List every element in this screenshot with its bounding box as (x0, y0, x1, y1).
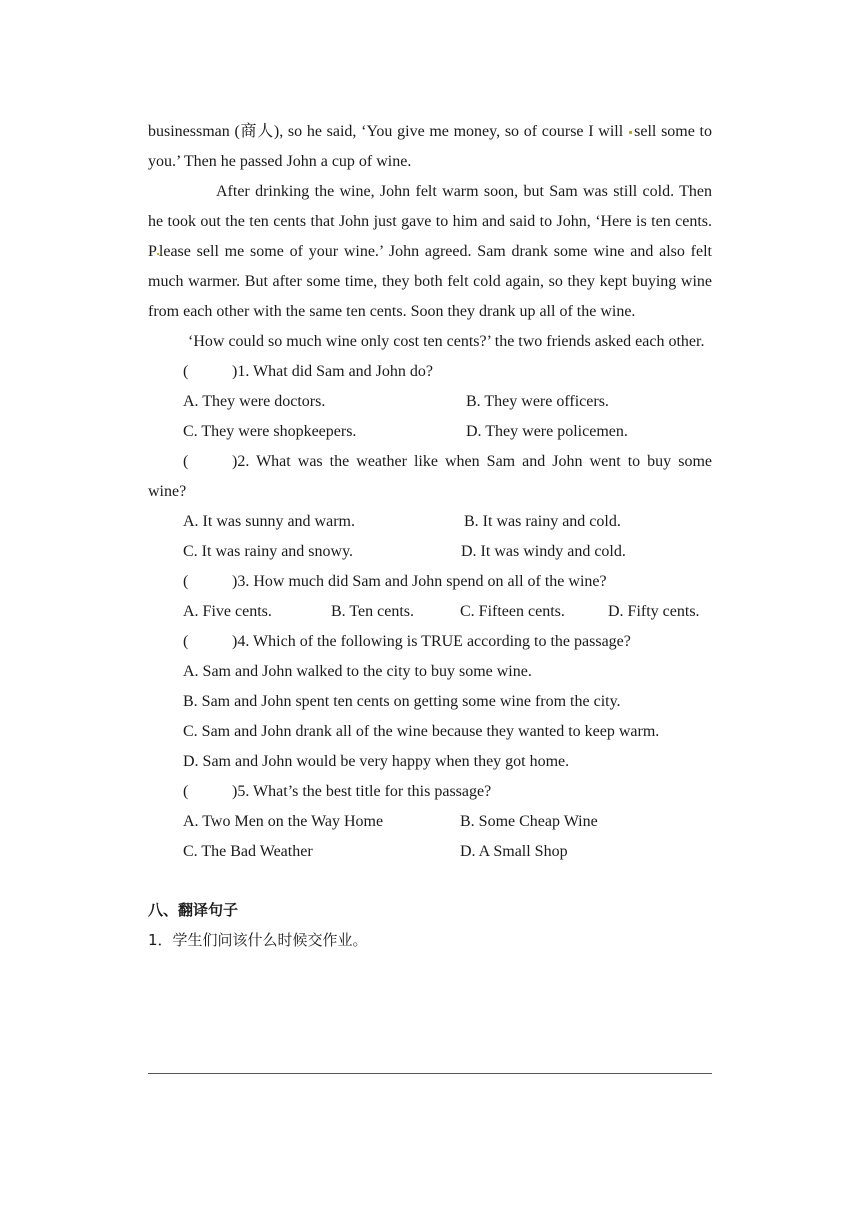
option-b: B. Sam and John spent ten cents on getting some wine from the city. (183, 693, 621, 710)
option-c: C. The Bad Weather (183, 843, 313, 860)
question-2-stem (148, 447, 712, 507)
question-5-stem (183, 777, 712, 807)
paragraph-1 (148, 117, 712, 177)
question-1-options-row-1 (183, 387, 712, 417)
option-b: B. Ten cents. (331, 603, 415, 620)
highlight-mark (629, 131, 632, 134)
option-b: B. It was rainy and cold. (464, 513, 621, 530)
question-1-options-row-2 (183, 417, 712, 447)
question-text: )5. What’s the best title for this passage? (232, 783, 492, 800)
option-c: C. Fifteen cents. (460, 603, 565, 620)
paragraph-3: ‘How could so much wine only cost ten cents?’ the two friends asked each other. (188, 333, 705, 350)
option-d: D. Fifty cents. (608, 603, 700, 620)
section-heading: 八、翻译句子 (148, 901, 239, 919)
option-c: C. It was rainy and snowy. (183, 543, 354, 560)
translation-item-1: 1．学生们问该什么时候交作业。 (148, 931, 368, 949)
question-4-stem (183, 627, 712, 657)
question-1-stem (183, 357, 712, 387)
option-c: C. They were shopkeepers. (183, 423, 357, 440)
reading-passage (148, 117, 712, 955)
option-d: D. They were policemen. (466, 423, 628, 440)
answer-blank[interactable]: ( (183, 573, 189, 590)
paragraph-1-text-a: businessman (商人), so he said, ‘You give me money, so of course I will (148, 123, 624, 140)
question-3-stem (183, 567, 712, 597)
option-b: B. Some Cheap Wine (460, 813, 598, 830)
answer-blank[interactable]: ( (183, 633, 189, 650)
option-a: A. They were doctors. (183, 393, 326, 410)
question-text: )4. Which of the following is TRUE according to the passage? (232, 633, 631, 650)
answer-blank[interactable]: ( (183, 783, 189, 800)
paragraph-2 (148, 177, 712, 327)
answer-blank[interactable]: ( (183, 453, 189, 470)
paragraph-2-text-a: After drinking the wine, John felt warm soon, but Sam was still cold. Then he took out the ten cents that John just gave to him and said to John, ‘Here is ten cents. P (148, 183, 712, 260)
option-d: D. Sam and John would be very happy when they got home. (183, 753, 570, 770)
question-text: )1. What did Sam and John do? (232, 363, 434, 380)
option-a: A. Sam and John walked to the city to buy some wine. (183, 663, 532, 680)
question-text: )3. How much did Sam and John spend on all of the wine? (232, 573, 607, 590)
option-a: A. Five cents. (183, 603, 272, 620)
question-text: )2. What was the weather like when Sam and John went to buy some wine? (148, 453, 712, 500)
option-c: C. Sam and John drank all of the wine because they wanted to keep warm. (183, 723, 660, 740)
answer-line[interactable] (148, 1073, 712, 1074)
answer-blank[interactable]: ( (183, 363, 189, 380)
option-d: D. A Small Shop (460, 843, 568, 860)
question-2-options-row-2 (183, 537, 712, 567)
option-b: B. They were officers. (466, 393, 609, 410)
question-5-options-row-2 (183, 837, 712, 867)
paragraph-1-text-b: sell some to you.’ Then he passed John a cup of wine. (148, 123, 712, 170)
question-3-options-row (183, 597, 712, 627)
option-a: A. It was sunny and warm. (183, 513, 355, 530)
question-2-options-row-1 (183, 507, 712, 537)
paragraph-2-text-b: lease sell me some of your wine.’ John agreed. Sam drank some wine and also felt much warmer. But after some time, they both felt cold again, so they kept buying wine from each other with the same ten cents. Soon they drank up all of the wine. (148, 243, 712, 320)
option-d: D. It was windy and cold. (461, 543, 626, 560)
question-5-options-row-1 (183, 807, 712, 837)
option-a: A. Two Men on the Way Home (183, 813, 384, 830)
